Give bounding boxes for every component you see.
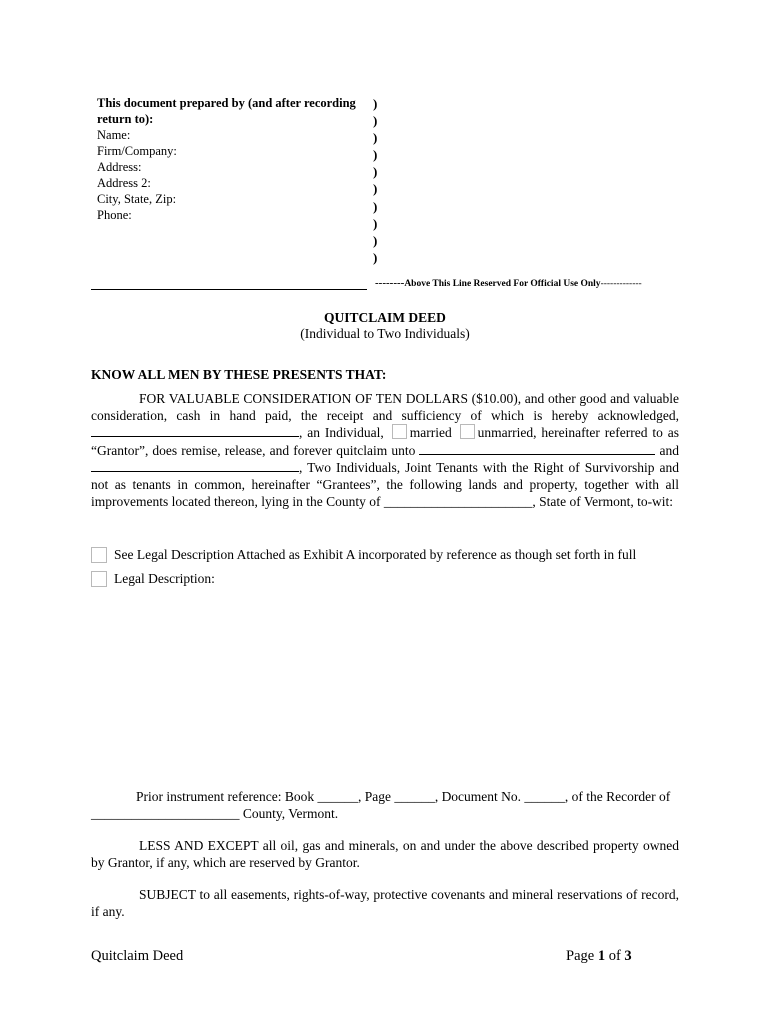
document-subtitle: (Individual to Two Individuals) xyxy=(300,326,470,341)
page-number: 1 xyxy=(597,948,606,964)
paren: ) xyxy=(373,198,378,214)
paren: ) xyxy=(373,130,378,146)
married-checkbox[interactable] xyxy=(392,424,407,439)
legal-description-checkbox[interactable] xyxy=(91,571,107,587)
official-use-trailing-dashes: ------------- xyxy=(600,279,642,289)
conveyance-paragraph xyxy=(91,391,679,510)
paren-column xyxy=(373,95,377,266)
paren: ) xyxy=(373,181,378,197)
grantor-name-blank[interactable] xyxy=(91,424,299,437)
and-text: and xyxy=(659,442,680,458)
county-blank[interactable]: ______________________ xyxy=(383,493,533,509)
prior-instrument-text: Prior instrument reference: Book ______, Page ______, Document No. ______, of the Recorder of xyxy=(136,789,671,804)
address2-field-label: Address 2: xyxy=(97,176,151,190)
official-use-line xyxy=(375,277,642,289)
paren: ) xyxy=(373,96,378,111)
less-and-except-paragraph: LESS AND EXCEPT all oil, gas and minerals, on and under the above described property owned by Grantor, if any, which are reserved by Grantor. xyxy=(91,838,679,870)
paren: ) xyxy=(373,215,378,231)
firm-field-label: Firm/Company: xyxy=(97,144,177,158)
subject-to-paragraph: SUBJECT to all easements, rights-of-way, protective covenants and mineral reservations of record, if any. xyxy=(91,887,679,919)
paren: ) xyxy=(373,232,378,248)
state-text: , State of Vermont, to-wit: xyxy=(532,493,674,509)
prior-instrument-paragraph xyxy=(91,789,679,822)
paren: ) xyxy=(373,113,378,129)
name-field-label: Name: xyxy=(97,128,131,142)
consideration-text: FOR VALUABLE CONSIDERATION OF TEN DOLLARS ($10.00), and other good and valuable consideration, cash in hand paid, the receipt and sufficiency of which is hereby acknowledged, xyxy=(91,391,679,423)
grantees-text: , Two Individuals, Joint Tenants with the Right of Survivorship and not as tenants in common, hereinafter “Grantees”, the following lands and property, together with all improvements located thereon, lying in the County of xyxy=(91,460,679,509)
page-indicator xyxy=(566,948,632,965)
page-total: 3 xyxy=(624,948,632,964)
paren: ) xyxy=(373,164,378,180)
legal-description-label: Legal Description: xyxy=(114,571,215,586)
grantee2-name-blank[interactable] xyxy=(91,459,299,472)
prior-county-text: ______________________ County, Vermont. xyxy=(91,805,339,821)
grantee1-name-blank[interactable] xyxy=(419,442,655,455)
recording-divider-line xyxy=(91,289,367,290)
exhibit-a-checkbox[interactable] xyxy=(91,547,107,563)
grantor-text: unmarried, hereinafter referred to as “Grantor”, does remise, release, and forever quitclaim unto xyxy=(91,425,680,458)
address-field-label: Address: xyxy=(97,160,142,174)
unmarried-checkbox[interactable] xyxy=(460,424,475,439)
official-use-label: Above This Line Reserved For Official Use Only xyxy=(404,279,601,289)
prepared-by-label: This document prepared by (and after recording return to): xyxy=(97,96,356,126)
page-label: Page xyxy=(566,948,595,964)
official-use-dashes: -------- xyxy=(375,277,405,289)
exhibit-a-label: See Legal Description Attached as Exhibit A incorporated by reference as though set forth in full xyxy=(114,547,637,562)
of-label: of xyxy=(608,948,621,964)
paren: ) xyxy=(373,147,378,163)
paren: ) xyxy=(373,249,378,265)
footer-document-name: Quitclaim Deed xyxy=(91,948,184,964)
know-all-men-heading: KNOW ALL MEN BY THESE PRESENTS THAT: xyxy=(91,367,387,382)
phone-field-label: Phone: xyxy=(97,208,132,222)
married-label: married xyxy=(409,425,452,441)
document-title: QUITCLAIM DEED xyxy=(324,310,446,325)
preparer-block xyxy=(97,95,367,223)
city-state-zip-field-label: City, State, Zip: xyxy=(97,192,177,206)
individual-text: , an Individual, xyxy=(299,425,384,441)
